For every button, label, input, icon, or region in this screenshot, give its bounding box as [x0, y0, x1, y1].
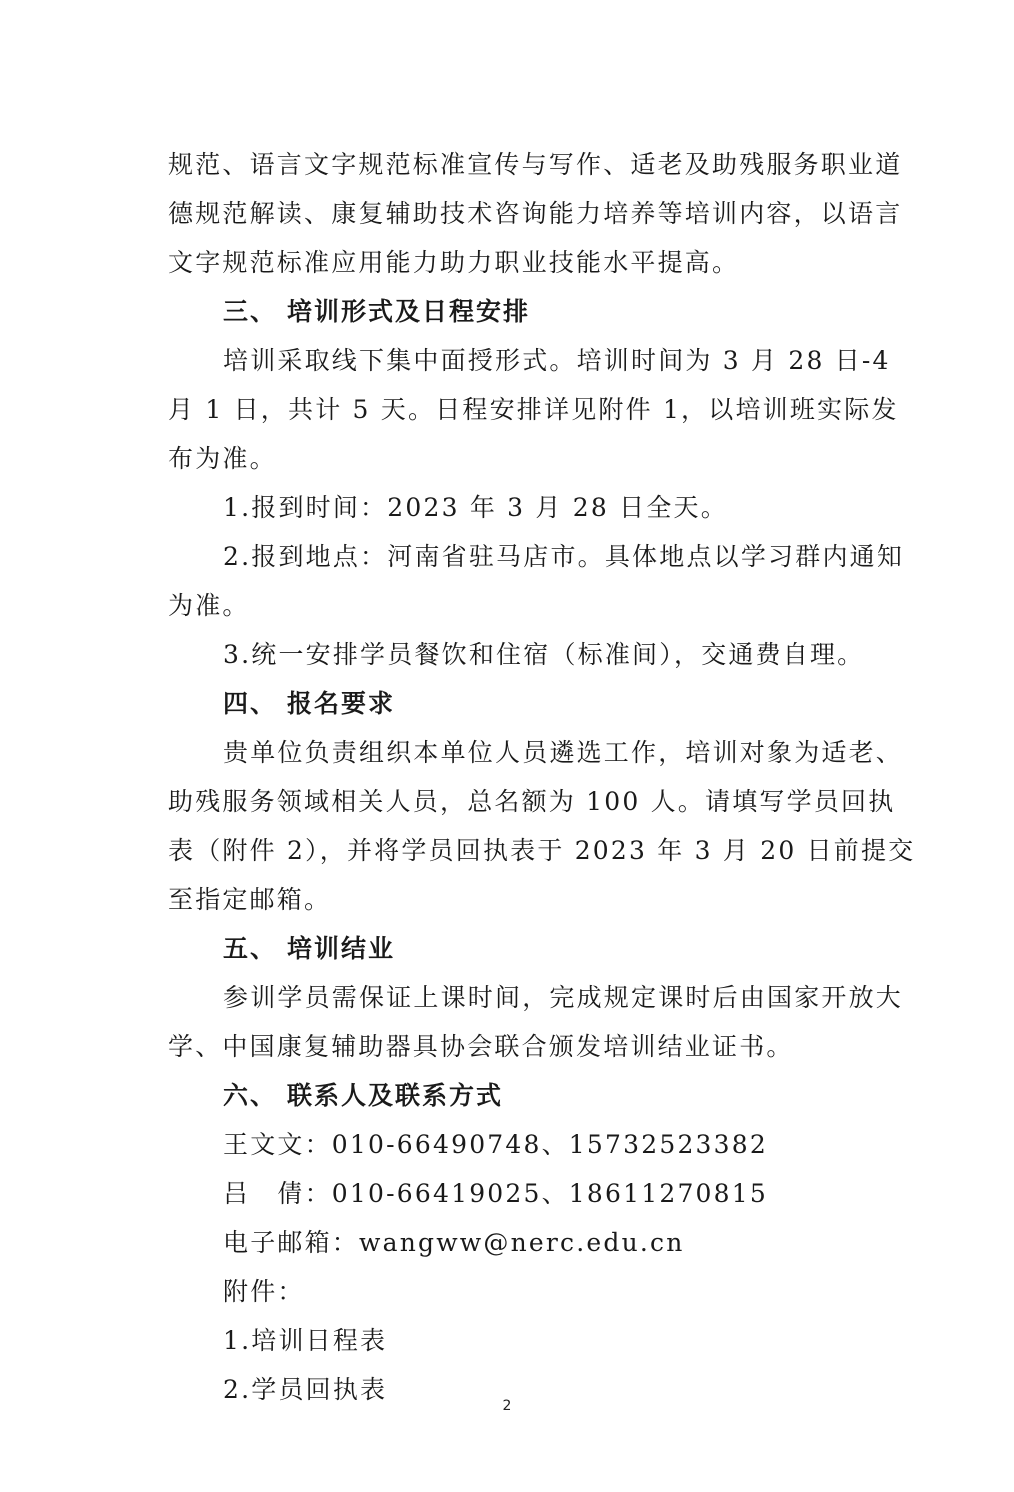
list-item-accommodation: 3.统一安排学员餐饮和住宿（标准间），交通费自理。	[223, 640, 865, 669]
contact-line-2: 吕 倩：010-66419025、18611270815	[223, 1179, 768, 1208]
paragraph-registration: 贵单位负责组织本单位人员遴选工作，培训对象为适老、助残服务领域相关人员，总名额为 100 人。请填写学员回执表（附件 2），并将学员回执表于 2023 年 3 月 20 日前提交至指定邮箱。	[168, 738, 916, 914]
section-number: 五、	[223, 934, 278, 963]
section-heading-6	[168, 1071, 920, 1120]
attachment-item-2: 2.学员回执表	[223, 1375, 388, 1404]
contact-email: 电子邮箱：wangww@nerc.edu.cn	[223, 1228, 685, 1257]
section-title: 培训结业	[287, 934, 396, 963]
attachment-item-1: 1.培训日程表	[223, 1326, 388, 1355]
list-item-report-time: 1.报到时间：2023 年 3 月 28 日全天。	[223, 493, 728, 522]
section-title: 联系人及联系方式	[287, 1081, 504, 1110]
section-heading-5	[168, 924, 920, 973]
document-body	[168, 140, 920, 1414]
list-item-report-location: 2.报到地点：河南省驻马店市。具体地点以学习群内通知为准。	[168, 542, 905, 620]
section-heading-4	[168, 679, 920, 728]
section-heading-3	[168, 287, 920, 336]
section-number: 四、	[223, 689, 278, 718]
page-number: 2	[502, 1398, 512, 1414]
attachments-label: 附件：	[223, 1277, 305, 1306]
section-number: 六、	[223, 1081, 278, 1110]
paragraph-completion: 参训学员需保证上课时间，完成规定课时后由国家开放大学、中国康复辅助器具协会联合颁发培训结业证书。	[168, 983, 904, 1061]
contact-line-1: 王文文：010-66490748、15732523382	[223, 1130, 768, 1159]
section-number: 三、	[223, 297, 278, 326]
section-title: 培训形式及日程安排	[287, 297, 531, 326]
paragraph-training-format: 培训采取线下集中面授形式。培训时间为 3 月 28 日-4 月 1 日，共计 5 天。日程安排详见附件 1，以培训班实际发布为准。	[168, 346, 899, 473]
paragraph-training-content: 规范、语言文字规范标准宣传与写作、适老及助残服务职业道德规范解读、康复辅助技术咨询能力培养等培训内容，以语言文字规范标准应用能力助力职业技能水平提高。	[168, 150, 903, 277]
section-title: 报名要求	[287, 689, 396, 718]
